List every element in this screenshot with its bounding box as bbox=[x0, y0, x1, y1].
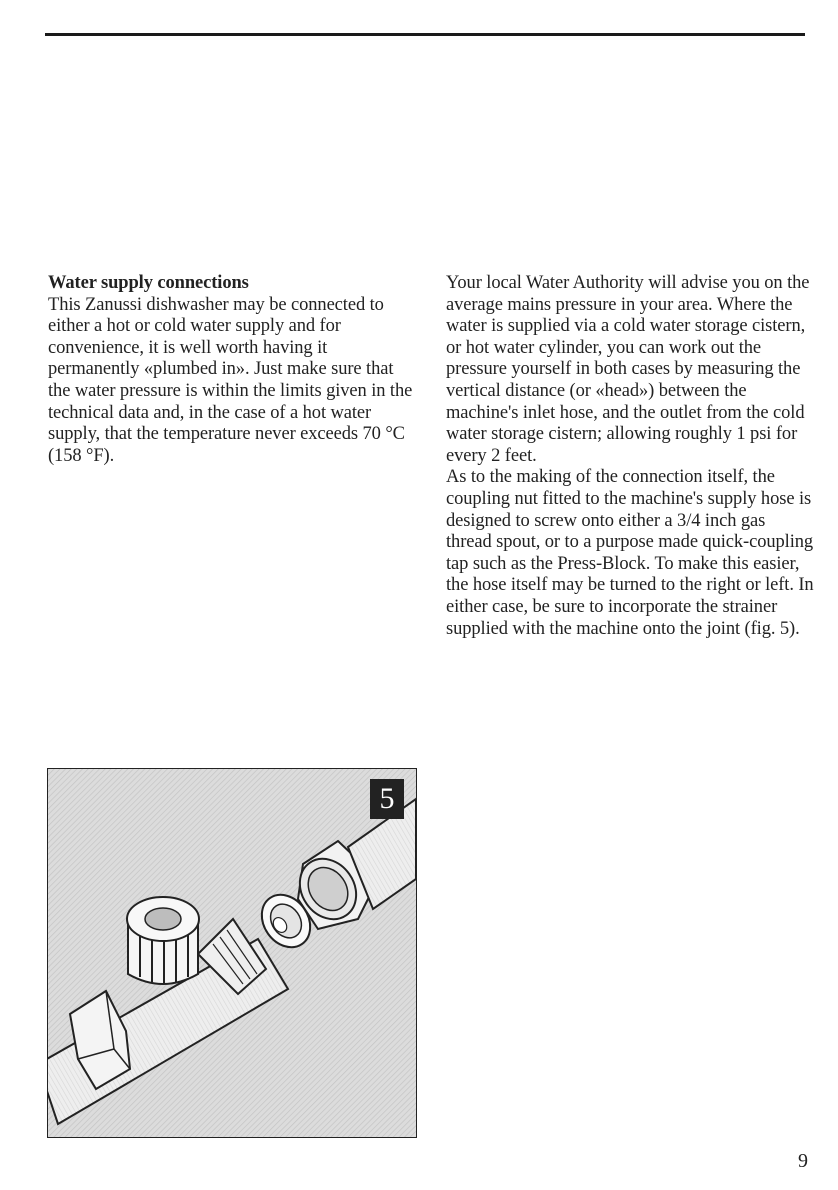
connection-illustration bbox=[48, 769, 416, 1137]
figure-number-badge: 5 bbox=[370, 779, 404, 819]
section-heading: Water supply connections bbox=[48, 273, 249, 293]
pressure-paragraph: Your local Water Authority will advise you on the average mains pressure in your area. Where the water is supplied via a cold water storage cistern, or hot water cylinder, you can work out the pressure yourself in both cases by measuring the vertical distance (or «head») between the machine's inlet hose, and the outlet from the cold water storage cistern; allowing roughly 1 psi for every 2 feet. bbox=[446, 273, 810, 466]
connection-paragraph: As to the making of the connection itself, the coupling nut fitted to the machine's supply hose is designed to screw onto either a 3/4 inch gas thread spout, or to a purpose made quick-coupling tap such as the Press-Block. To make this easier, the hose itself may be turned to the right or left. In either case, be sure to incorporate the strainer supplied with the machine onto the joint (fig. 5). bbox=[446, 467, 814, 639]
tap-icon bbox=[127, 897, 199, 984]
figure-5-illustration bbox=[47, 768, 417, 1138]
right-column bbox=[446, 273, 814, 640]
intro-paragraph: This Zanussi dishwasher may be connected to either a hot or cold water supply and for convenience, it is well worth having it permanently «plumbed in». Just make sure that the water pressure is within the limits given in the technical data and, in the case of a hot water supply, that the temperature never exceeds 70 °C (158 °F). bbox=[48, 294, 413, 466]
top-rule bbox=[45, 33, 805, 36]
left-column bbox=[48, 273, 420, 467]
page-number: 9 bbox=[798, 1150, 808, 1172]
